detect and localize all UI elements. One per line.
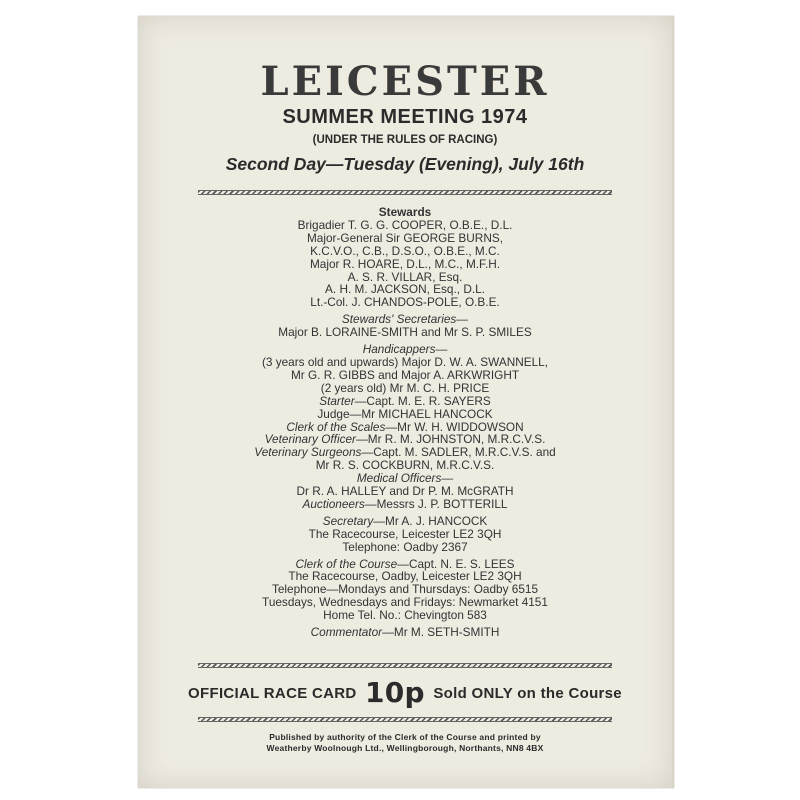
scales-role: Clerk of the Scales [286, 419, 386, 434]
officials-list [138, 206, 672, 639]
medical-line: Dr R. A. HALLEY and Dr P. M. McGRATH [296, 484, 514, 499]
secretary-name: —Mr A. J. HANCOCK [373, 513, 488, 528]
clerk-phone: Telephone—Mondays and Thursdays: Oadby 6515 [271, 582, 539, 597]
day-line: Second Day—Tuesday (Evening), July 16th [225, 154, 585, 174]
official-suffix: Sold ONLY on the Course [433, 685, 622, 702]
handicappers-heading: Handicappers— [362, 342, 448, 357]
secretaries-line: Major B. LORAINE-SMITH and Mr S. P. SMILES [278, 325, 532, 340]
starter-line [138, 395, 672, 408]
secretary-phone: Telephone: Oadby 2367 [342, 539, 468, 554]
secretaries-heading: Stewards' Secretaries— [341, 312, 469, 327]
race-card-page [138, 16, 674, 788]
auctioneers-line [138, 498, 672, 511]
secretary-role: Secretary [322, 513, 374, 528]
clerk-address: The Racecourse, Oadby, Leicester LE2 3QH [288, 569, 522, 584]
official-race-card-line [138, 676, 672, 709]
clerk-phone: Tuesdays, Wednesdays and Fridays: Newmarket 4151 [262, 595, 548, 610]
rules-subtitle: (UNDER THE RULES OF RACING) [312, 134, 498, 146]
vet-surgeons-line-2: Mr R. S. COCKBURN, M.R.C.V.S. [315, 458, 495, 473]
price: 10p [364, 676, 425, 709]
vet-surgeons-name: —Capt. M. SADLER, M.R.C.V.S. and [361, 445, 556, 460]
steward-line: A. S. R. VILLAR, Esq. [347, 269, 463, 284]
publisher-line: Published by authority of the Clerk of the Course and printed by [269, 732, 541, 742]
top-divider [198, 190, 612, 195]
steward-line: Lt.-Col. J. CHANDOS-POLE, O.B.E. [310, 295, 500, 310]
stewards-heading: Stewards [378, 205, 432, 219]
starter-name: —Capt. M. E. R. SAYERS [354, 393, 491, 408]
steward-line: K.C.V.O., C.B., D.S.O., O.B.E., M.C. [310, 243, 500, 258]
clerk-role: Clerk of the Course [295, 556, 398, 571]
secretary-address: The Racecourse, Leicester LE2 3QH [308, 526, 502, 541]
judge-line: Judge—Mr MICHAEL HANCOCK [317, 406, 493, 421]
footer-divider-bottom [198, 717, 612, 722]
auctioneers-name: —Messrs J. P. BOTTERILL [364, 496, 508, 511]
starter-role: Starter [319, 393, 355, 408]
steward-line: Brigadier T. G. G. COOPER, O.B.E., D.L. [297, 217, 513, 232]
handicapper-line: (2 years old) Mr M. C. H. PRICE [320, 380, 490, 395]
footer-divider-top [198, 663, 612, 668]
commentator-name: —Mr M. SETH-SMITH [382, 625, 500, 640]
steward-line: Major R. HOARE, D.L., M.C., M.F.H. [309, 256, 501, 271]
vet-officer-role: Veterinary Officer [264, 432, 356, 447]
commentator-line [138, 626, 672, 639]
clerk-phone: Home Tel. No.: Chevington 583 [323, 608, 487, 623]
commentator-role: Commentator [310, 625, 383, 640]
scales-name: —Mr W. H. WIDDOWSON [385, 419, 524, 434]
secretary-line [138, 515, 672, 528]
meeting-title: SUMMER MEETING 1974 [282, 106, 528, 128]
medical-heading: Medical Officers— [356, 471, 454, 486]
vet-surgeons-role: Veterinary Surgeons [254, 445, 362, 460]
publisher-line: Weatherby Woolnough Ltd., Wellingborough, Northants, NN8 4BX [266, 743, 544, 753]
publisher-note [138, 732, 672, 754]
clerk-name: —Capt. N. E. S. LEES [397, 556, 515, 571]
official-prefix: OFFICIAL RACE CARD [188, 685, 357, 702]
auctioneers-role: Auctioneers [302, 496, 365, 511]
steward-line: Major-General Sir GEORGE BURNS, [306, 230, 503, 245]
handicapper-line: Mr G. R. GIBBS and Major A. ARKWRIGHT [290, 367, 520, 382]
venue-title: LEICESTER [260, 58, 550, 105]
steward-line: A. H. M. JACKSON, Esq., D.L. [325, 282, 485, 297]
vet-officer-name: —Mr R. M. JOHNSTON, M.R.C.V.S. [355, 432, 546, 447]
handicapper-line: (3 years old and upwards) Major D. W. A. SWANNELL, [261, 354, 549, 369]
